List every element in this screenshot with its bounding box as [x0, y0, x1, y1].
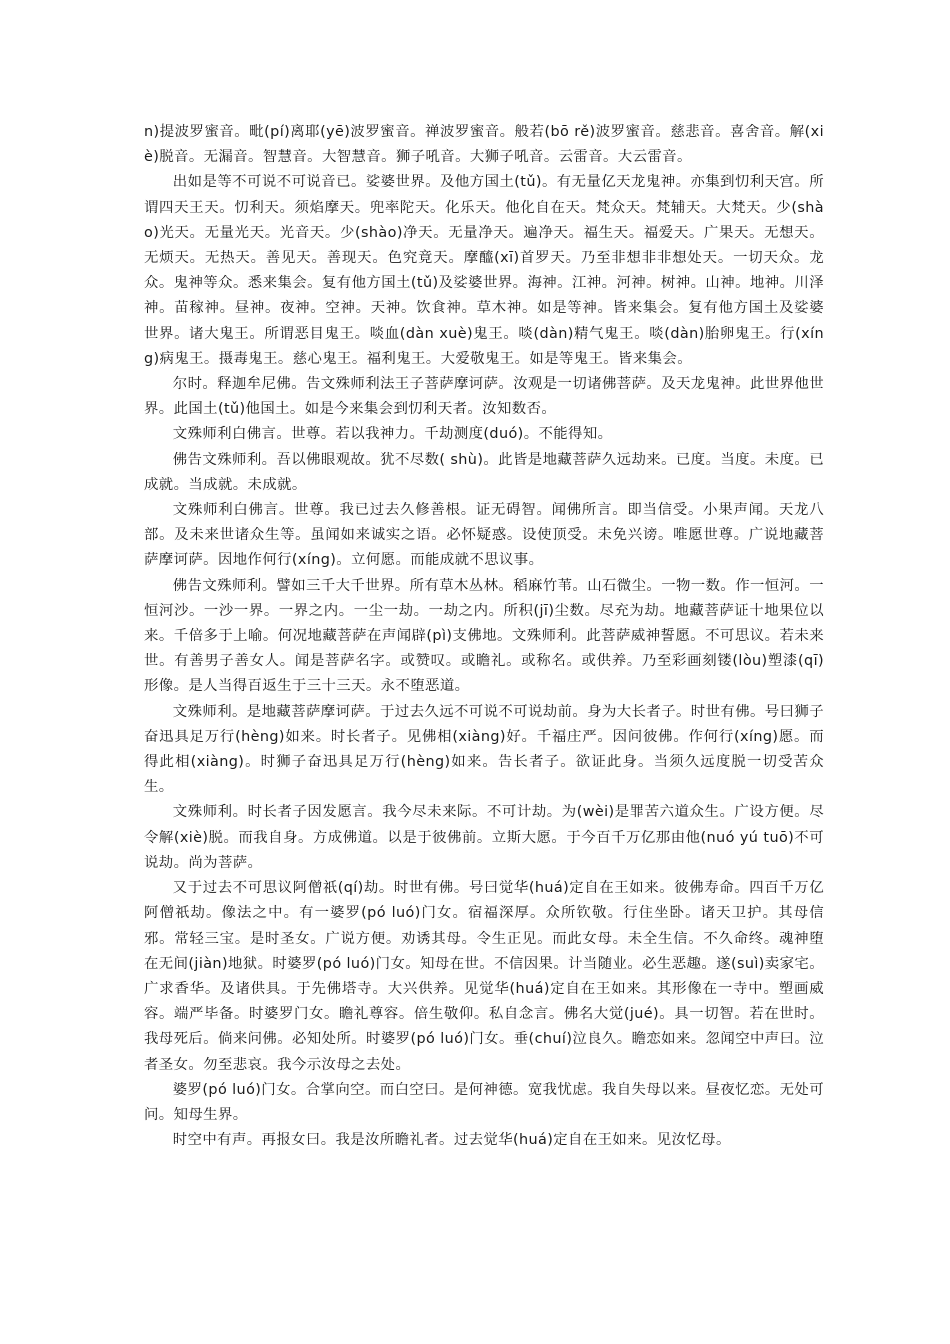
paragraph: 时空中有声。再报女曰。我是汝所瞻礼者。过去觉华(huá)定自在王如来。见汝忆母。 — [172, 1132, 731, 1149]
document-body — [144, 120, 824, 1153]
paragraph: 文殊师利。时长者子因发愿言。我今尽未来际。不可计劫。为(wèi)是罪苦六道众生。广设方便。尽令解(xiè)脱。而我自身。方成佛道。以是于彼佛前。立斯大愿。于今百千万亿那由他(nuó yú tuō)不可说劫。尚为菩萨。 — [144, 804, 824, 871]
paragraph: 出如是等不可说不可说音已。娑婆世界。及他方国土(tǔ)。有无量亿天龙鬼神。亦集到忉利天宫。所谓四天王天。忉利天。须焰摩天。兜率陀天。化乐天。他化自在天。梵众天。梵辅天。大梵天。少(shào)光天。无量光天。光音天。少(shào)净天。无量净天。遍净天。福生天。福爱天。广果天。无想天。无烦天。无热天。善见天。善现天。色究竟天。摩醯(xī)首罗天。乃至非想非非想处天。一切天众。龙众。鬼神等众。悉来集会。复有他方国土(tǔ)及娑婆世界。海神。江神。河神。树神。山神。地神。川泽神。苗稼神。昼神。夜神。空神。天神。饮食神。草木神。如是等神。皆来集会。复有他方国土及娑婆世界。诸大鬼王。所谓恶目鬼王。啖血(dàn xuè)鬼王。啖(dàn)精气鬼王。啖(dàn)胎卵鬼王。行(xíng)病鬼王。摄毒鬼王。慈心鬼王。福利鬼王。大爱敬鬼王。如是等鬼王。皆来集会。 — [144, 174, 824, 367]
paragraph: 婆罗(pó luó)门女。合掌向空。而白空曰。是何神德。宽我忧虑。我自失母以来。昼夜忆恋。无处可问。知母生界。 — [144, 1081, 824, 1123]
paragraph: n)提波罗蜜音。毗(pí)离耶(yē)波罗蜜音。禅波罗蜜音。般若(bō rě)波罗蜜音。慈悲音。喜舍音。解(xiè)脱音。无漏音。智慧音。大智慧音。狮子吼音。大狮子吼音。云雷音。大云雷音。 — [144, 124, 824, 166]
paragraph: 又于过去不可思议阿僧祇(qí)劫。时世有佛。号曰觉华(huá)定自在王如来。彼佛寿命。四百千万亿阿僧祇劫。像法之中。有一婆罗(pó luó)门女。宿福深厚。众所钦敬。行住坐卧。诸天卫护。其母信邪。常轻三宝。是时圣女。广说方便。劝诱其母。令生正见。而此女母。未全生信。不久命终。魂神堕在无间(jiàn)地狱。时婆罗(pó luó)门女。知母在世。不信因果。计当随业。必生恶趣。遂(suì)卖家宅。广求香华。及诸供具。于先佛塔寺。大兴供养。见觉华(huá)定自在王如来。其形像在一寺中。塑画威容。端严毕备。时婆罗门女。瞻礼尊容。倍生敬仰。私自念言。佛名大觉(jué)。具一切智。若在世时。我母死后。倘来问佛。必知处所。时婆罗(pó luó)门女。垂(chuí)泣良久。瞻恋如来。忽闻空中声曰。泣者圣女。勿至悲哀。我今示汝母之去处。 — [144, 880, 824, 1073]
paragraph: 文殊师利白佛言。世尊。我已过去久修善根。证无碍智。闻佛所言。即当信受。小果声闻。天龙八部。及未来世诸众生等。虽闻如来诚实之语。必怀疑惑。设使顶受。未免兴谤。唯愿世尊。广说地藏菩萨摩诃萨。因地作何行(xíng)。立何愿。而能成就不思议事。 — [144, 502, 824, 569]
paragraph: 尔时。释迦牟尼佛。告文殊师利法王子菩萨摩诃萨。汝观是一切诸佛菩萨。及天龙鬼神。此世界他世界。此国土(tǔ)他国土。如是今来集会到忉利天者。汝知数否。 — [144, 376, 824, 418]
paragraph: 佛告文殊师利。吾以佛眼观故。犹不尽数( shù)。此皆是地藏菩萨久远劫来。已度。当度。未度。已成就。当成就。未成就。 — [144, 451, 824, 493]
paragraph: 佛告文殊师利。譬如三千大千世界。所有草木丛林。稻麻竹苇。山石微尘。一物一数。作一恒河。一恒河沙。一沙一界。一界之内。一尘一劫。一劫之内。所积(jī)尘数。尽充为劫。地藏菩萨证十地果位以来。千倍多于上喻。何况地藏菩萨在声闻辟(pì)支佛地。文殊师利。此菩萨威神誓愿。不可思议。若未来世。有善男子善女人。闻是菩萨名字。或赞叹。或瞻礼。或称名。或供养。乃至彩画刻镂(lòu)塑漆(qī)形像。是人当得百返生于三十三天。永不堕恶道。 — [144, 577, 824, 695]
paragraph: 文殊师利。是地藏菩萨摩诃萨。于过去久远不可说不可说劫前。身为大长者子。时世有佛。号曰狮子奋迅具足万行(hèng)如来。时长者子。见佛相(xiàng)好。千福庄严。因问彼佛。作何行(xíng)愿。而得此相(xiàng)。时狮子奋迅具足万行(hèng)如来。告长者子。欲证此身。当须久远度脱一切受苦众生。 — [144, 703, 824, 796]
paragraph: 文殊师利白佛言。世尊。若以我神力。千劫测度(duó)。不能得知。 — [172, 426, 613, 443]
